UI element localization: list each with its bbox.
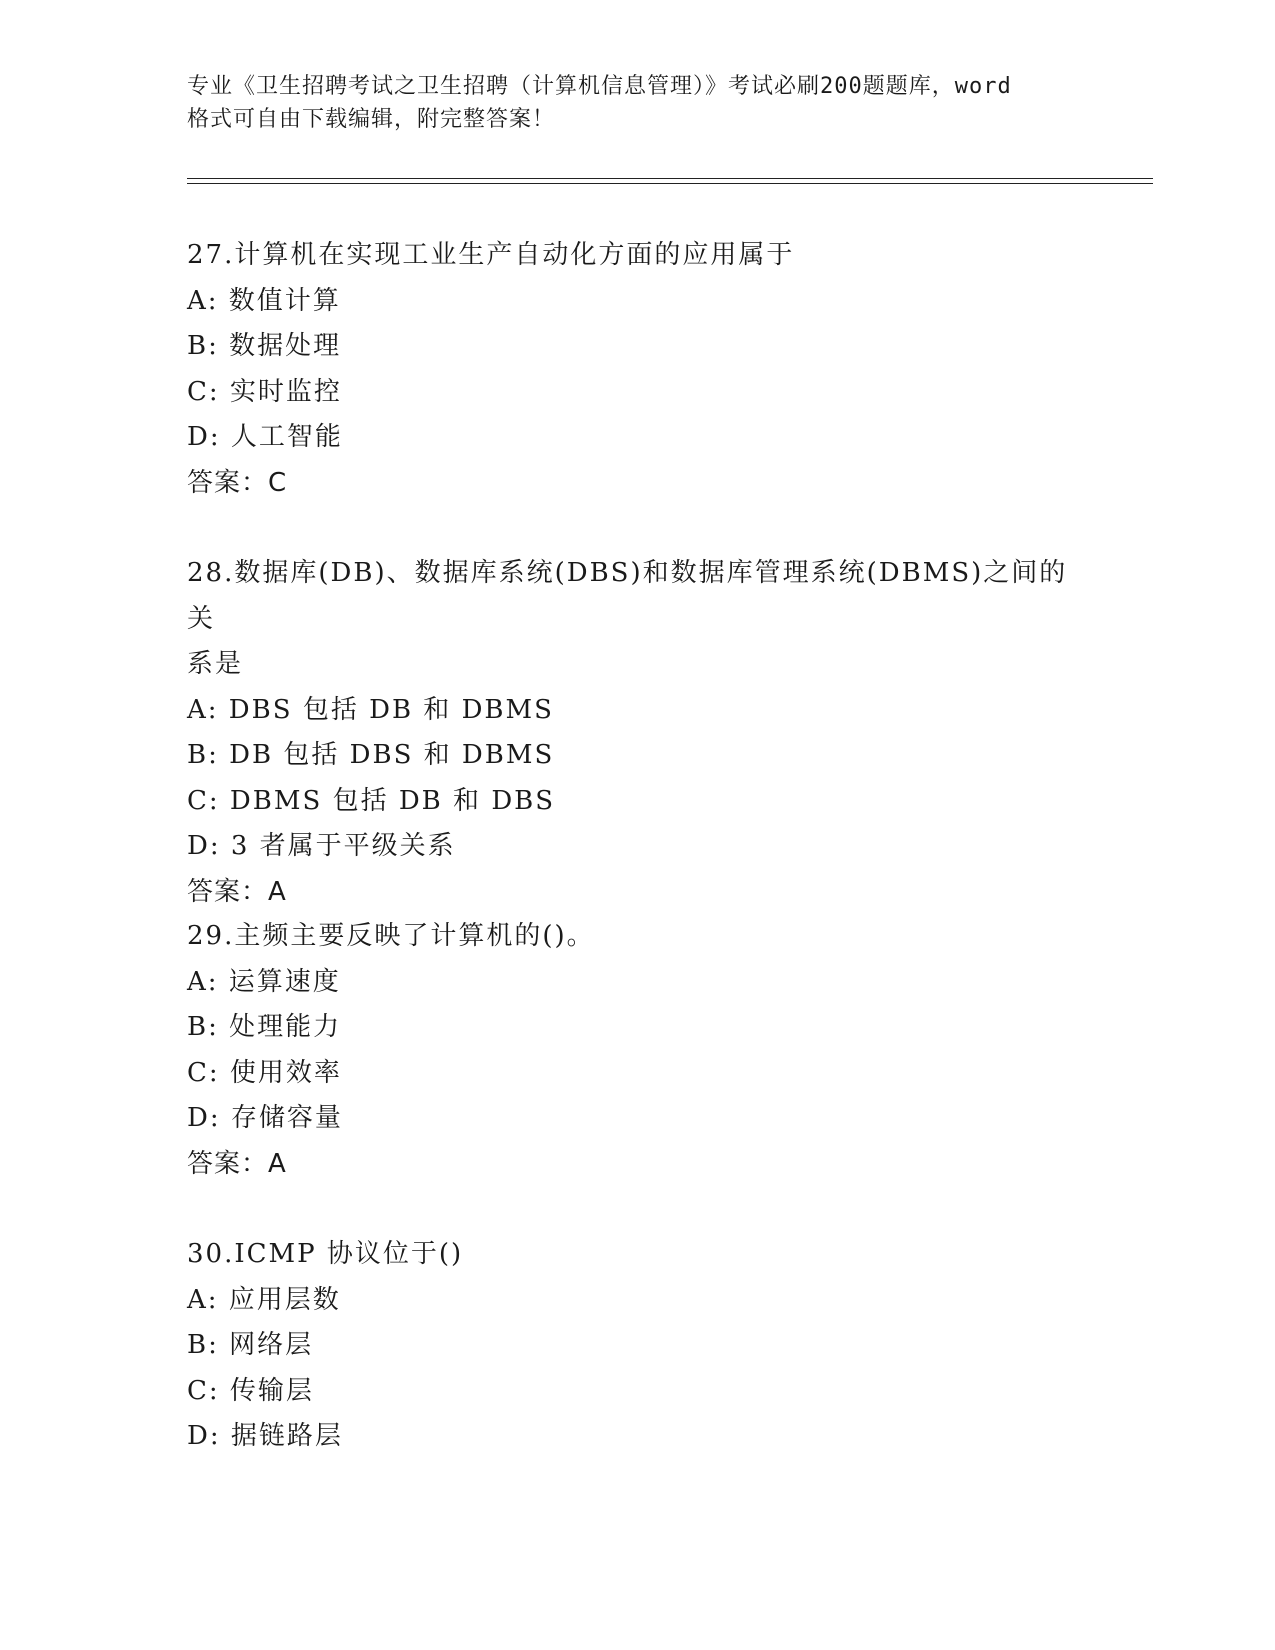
option-a: A: 应用层数 [187,1284,341,1315]
option-c: C: 实时监控 [187,376,342,407]
option-d: D: 3 者属于平级关系 [187,831,456,861]
answer-line: 答案：A [187,876,287,907]
option-d: D: 据链路层 [187,1421,343,1451]
question-title: 30.ICMP 协议位于() [187,1239,464,1269]
option-b: B: 数据处理 [187,331,342,361]
question-28 [187,551,1087,915]
question-title-line-2: 系是 [187,649,244,679]
document-header [187,70,1087,136]
option-b: B: 网络层 [187,1330,314,1360]
answer-line: 答案：C [187,467,288,498]
question-29 [187,914,1087,1187]
option-a: A: DBS 包括 DB 和 DBMS [187,694,554,725]
option-c: C: 使用效率 [187,1057,342,1088]
option-b: B: DB 包括 DBS 和 DBMS [187,740,555,770]
question-27 [187,233,1087,506]
header-divider-bottom [187,183,1153,184]
option-d: D: 存储容量 [187,1103,343,1133]
option-d: D: 人工智能 [187,422,343,452]
header-line-1: 专业《卫生招聘考试之卫生招聘（计算机信息管理）》考试必刷200题题库，word [187,74,1012,99]
option-c: C: 传输层 [187,1375,314,1406]
header-divider-top [187,178,1153,179]
option-b: B: 处理能力 [187,1012,342,1042]
question-title-line-1: 28.数据库(DB)、数据库系统(DBS)和数据库管理系统(DBMS)之间的关 [187,558,1068,634]
header-line-2: 格式可自由下载编辑，附完整答案！ [187,107,556,132]
question-30 [187,1232,1087,1460]
question-title: 29.主频主要反映了计算机的()。 [187,921,595,951]
option-c: C: DBMS 包括 DB 和 DBS [187,785,556,816]
option-a: A: 运算速度 [187,966,341,997]
question-title: 27.计算机在实现工业生产自动化方面的应用属于 [187,240,795,270]
option-a: A: 数值计算 [187,285,341,316]
answer-line: 答案：A [187,1148,287,1179]
